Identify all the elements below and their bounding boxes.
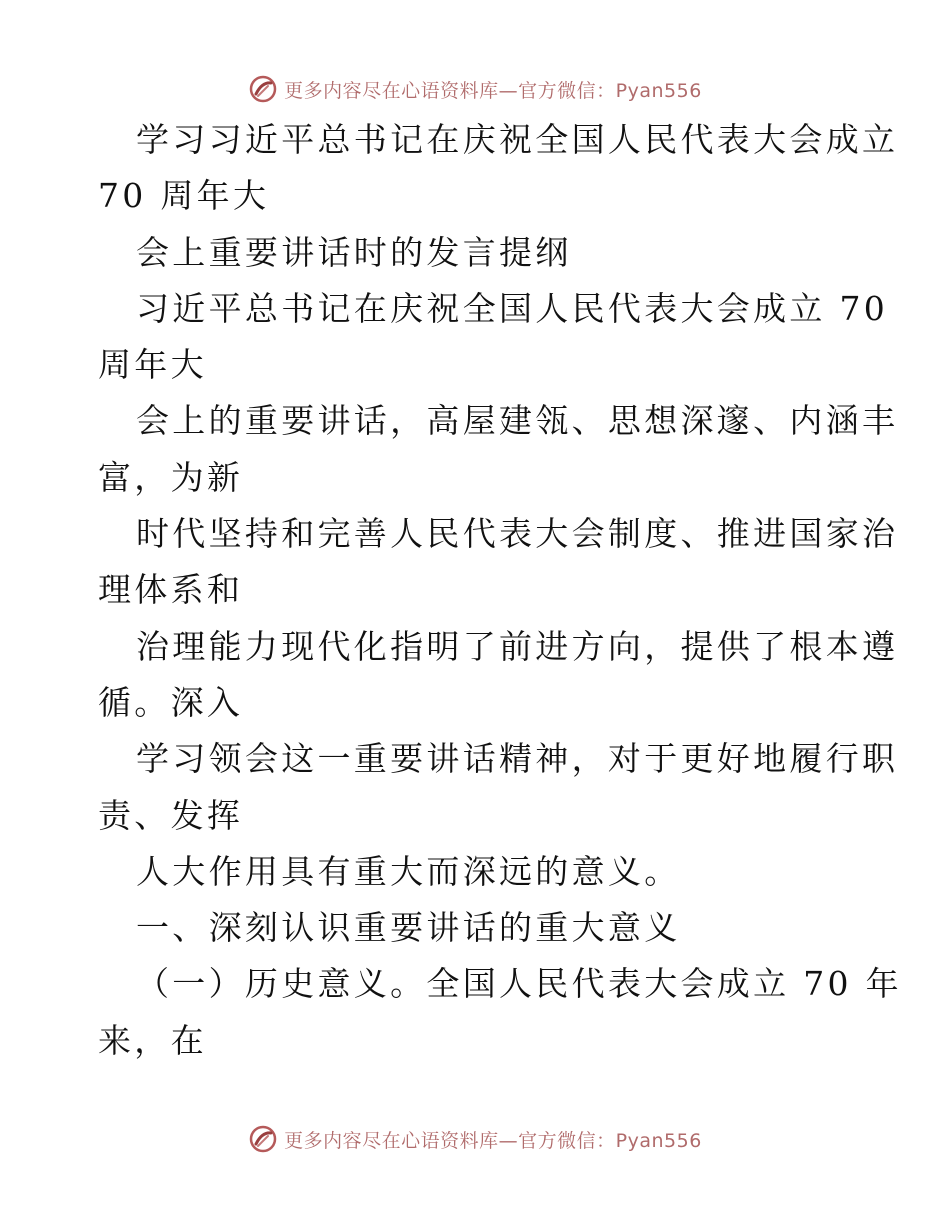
paragraph-line: 时代坚持和完善人民代表大会制度、推进国家治 <box>136 514 899 554</box>
subsection-line: （一）历史意义。全国人民代表大会成立 70 年 <box>136 964 902 1004</box>
paragraph-line: 学习领会这一重要讲话精神，对于更好地履行职 <box>136 739 899 779</box>
header-watermark <box>0 74 950 104</box>
paragraph-line: 富，为新 <box>98 457 244 497</box>
subsection-line: 来，在 <box>98 1020 207 1060</box>
paragraph-line: 责、发挥 <box>98 795 244 835</box>
document-body <box>98 120 902 1080</box>
paragraph-line: 循。深入 <box>98 682 244 722</box>
title-line-3: 会上重要讲话时的发言提纲 <box>136 232 572 272</box>
paragraph-line: 治理能力现代化指明了前进方向，提供了根本遵 <box>136 626 899 666</box>
paragraph-line: 人大作用具有重大而深远的意义。 <box>136 851 681 891</box>
title-line-1: 学习习近平总书记在庆祝全国人民代表大会成立 <box>136 120 899 159</box>
footer-watermark <box>0 1124 950 1154</box>
watermark-text: 更多内容尽在心语资料库—官方微信：Pyan556 <box>284 1129 702 1152</box>
brush-seal-icon <box>248 74 278 104</box>
paragraph-line: 周年大 <box>98 345 207 385</box>
brush-seal-icon <box>248 1124 278 1154</box>
section-heading: 一、深刻认识重要讲话的重大意义 <box>136 908 681 948</box>
paragraph-line: 会上的重要讲话，高屋建瓴、思想深邃、内涵丰 <box>136 401 899 441</box>
watermark-text: 更多内容尽在心语资料库—官方微信：Pyan556 <box>284 79 702 102</box>
paragraph-line: 习近平总书记在庆祝全国人民代表大会成立 70 <box>136 288 889 328</box>
paragraph-line: 理体系和 <box>98 570 244 610</box>
title-line-2: 70 周年大 <box>98 176 270 216</box>
